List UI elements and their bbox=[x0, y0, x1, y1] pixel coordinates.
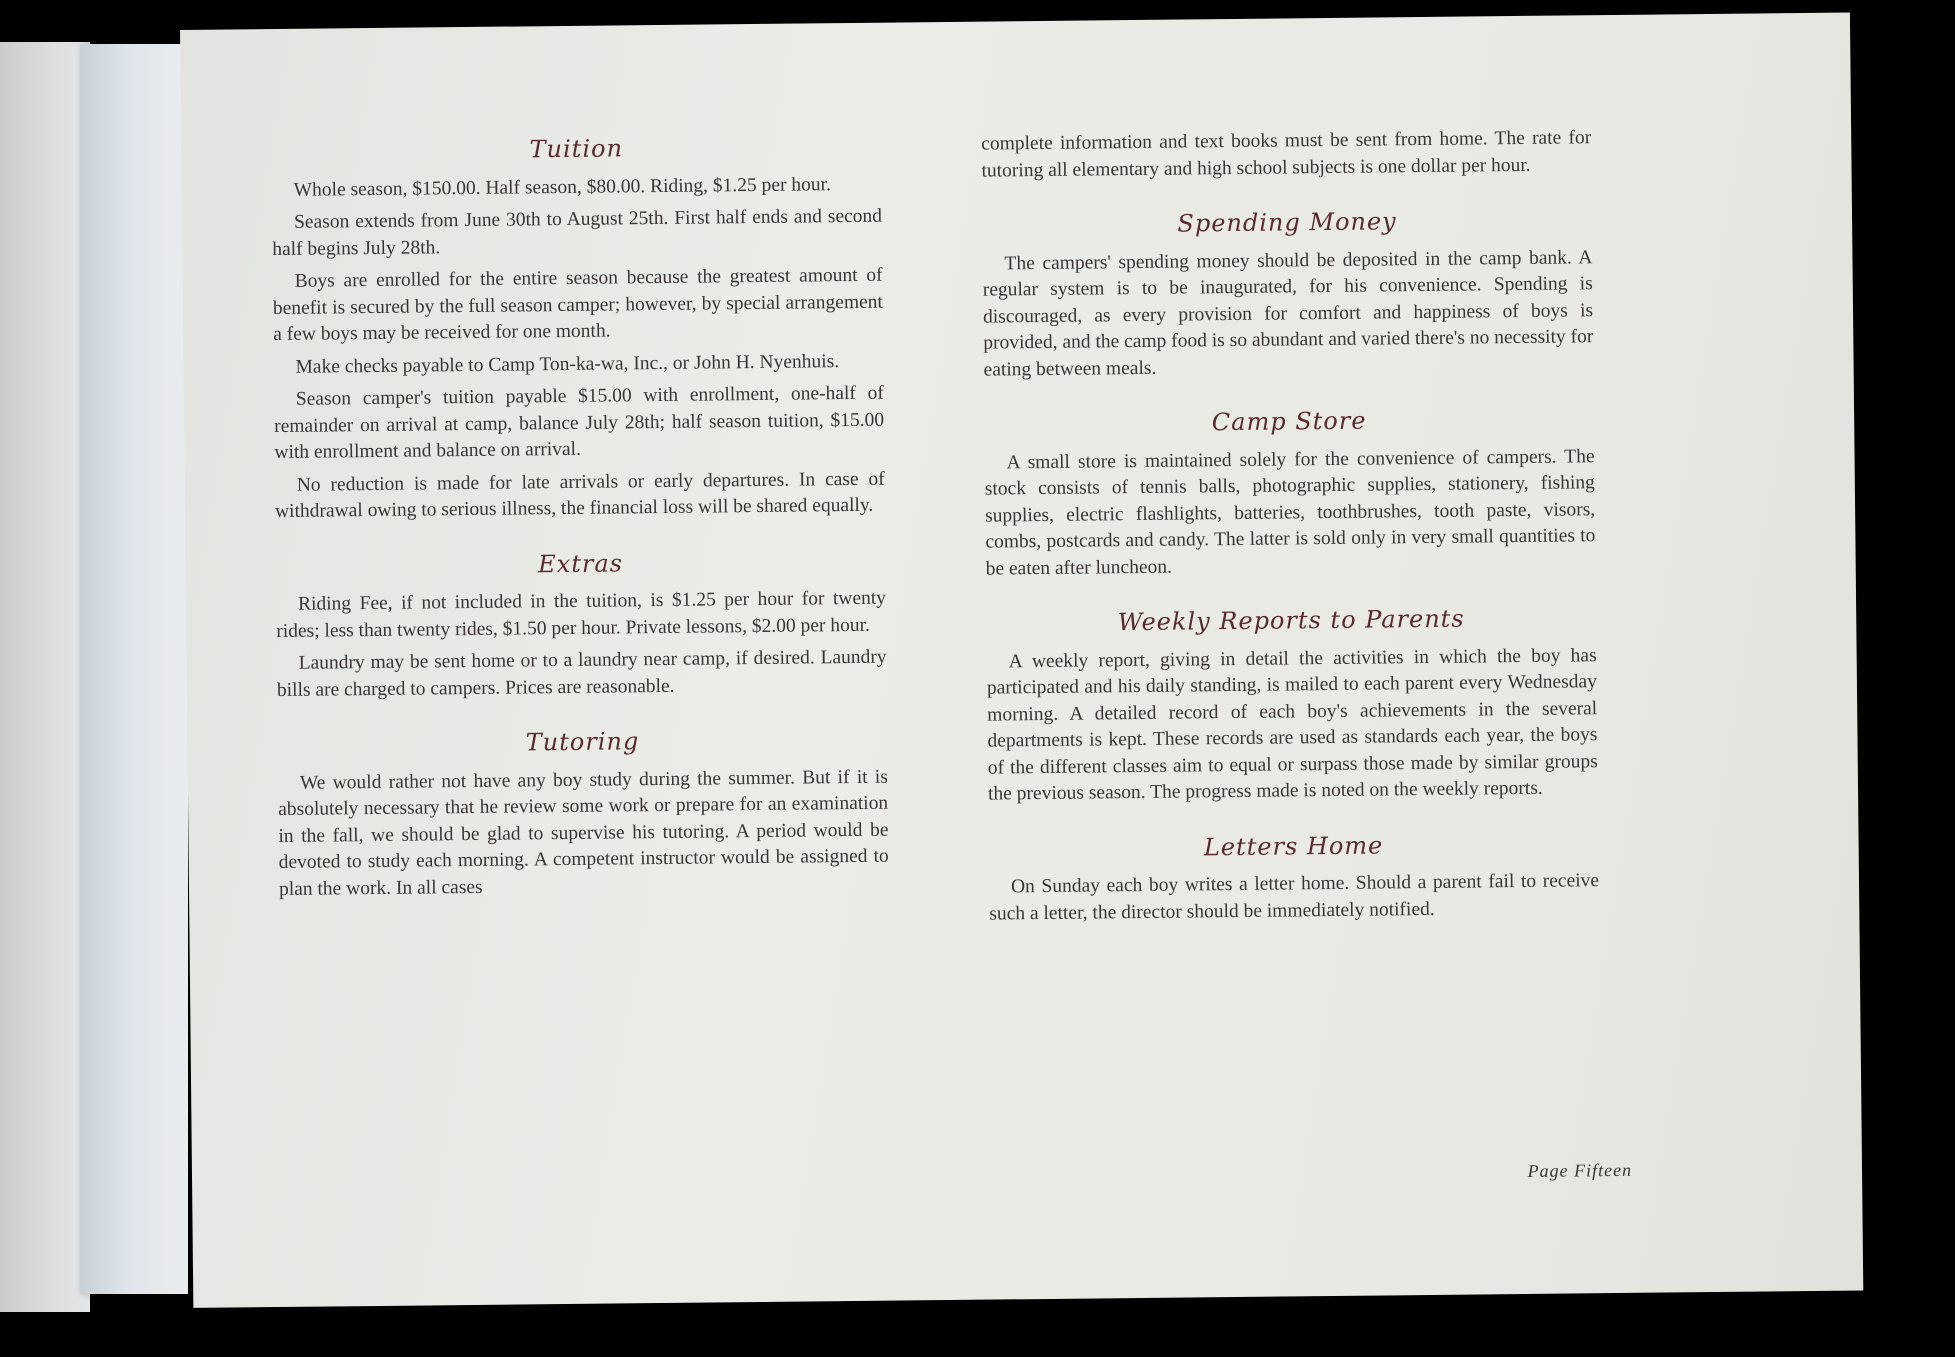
page-number: Page Fifteen bbox=[1527, 1159, 1633, 1181]
paragraph: Season camper's tuition payable $15.00 with enrollment, one-half of remainder on arrival at camp, balance July 28th; half season tuition, $15.00 with enrollment and balance on arrival. bbox=[274, 382, 885, 464]
paragraph: The campers' spending money should be deposited in the camp bank. A regular system is to be inaugurated, for his convenience. Spending is discouraged, as every provision for comfort and happiness of boys is provided, and the camp food is so abundant and varied there's no necessity for eating between meals. bbox=[982, 246, 1594, 381]
paragraph: We would rather not have any boy study during the summer. But if it is absolutely necessary that he review some work or prepare for an examination in the fall, we should be glad to supervise his tutoring. A period would be devoted to study each morning. A competent instructor would be assigned to plan the work. In all cases bbox=[278, 766, 889, 900]
paragraph: Make checks payable to Camp Ton-ka-wa, Inc., or John H. Nyenhuis. bbox=[295, 350, 840, 378]
paragraph: Boys are enrolled for the entire season because the greatest amount of benefit is secured by the full season camper; however, by special arrangement a few boys may be received for one month. bbox=[272, 264, 883, 346]
paragraph: Season extends from June 30th to August 25th. First half ends and second half begins July 28th. bbox=[272, 205, 883, 260]
section-weekly-reports bbox=[986, 604, 1598, 808]
section-tuition bbox=[271, 133, 885, 526]
paragraph: Whole season, $150.00. Half season, $80.00. Riding, $1.25 per hour. bbox=[293, 173, 832, 201]
left-column bbox=[271, 133, 889, 931]
paragraph: No reduction is made for late arrivals or early departures. In case of withdrawal owing to serious illness, the financial loss will be shared equally. bbox=[274, 468, 885, 523]
heading-extras: Extras bbox=[538, 548, 624, 578]
section-spending-money bbox=[982, 206, 1594, 383]
paragraph: A weekly report, giving in detail the activities in which the boy has participated and his daily standing, is mailed to each parent every Wednesday morning. A detailed record of each boy's achievements in the several departments is kept. These records are used as standards each year, the boys of the different classes aim to equal or surpass those made by similar groups the previous season. The progress made is noted on the weekly reports. bbox=[986, 644, 1598, 805]
paragraph: Riding Fee, if not included in the tuition, is $1.25 per hour for twenty rides; less than twenty rides, $1.50 per hour. Private lessons, $2.00 per hour. bbox=[276, 587, 887, 642]
paragraph: complete information and text books must be sent from home. The rate for tutoring all elementary and high school subjects is one dollar per hour. bbox=[981, 127, 1592, 182]
paragraph: A small store is maintained solely for the convenience of campers. The stock consists of tennis balls, photographic supplies, stationery, fishing supplies, electric flashlights, batteries, toothbrushes, tooth paste, visors, combs, postcards and candy. The latter is sold only in very small quantities to be eaten after luncheon. bbox=[984, 445, 1596, 580]
fold-strip bbox=[80, 44, 188, 1294]
paragraph: Laundry may be sent home or to a laundry near camp, if desired. Laundry bills are charged to campers. Prices are reasonable. bbox=[276, 646, 887, 701]
heading-spending-money: Spending Money bbox=[1177, 207, 1397, 238]
heading-tuition: Tuition bbox=[529, 134, 624, 164]
section-camp-store bbox=[984, 405, 1596, 582]
section-extras bbox=[275, 547, 887, 704]
heading-letters-home: Letters Home bbox=[1203, 830, 1384, 861]
section-letters-home bbox=[988, 830, 1599, 928]
brochure-page bbox=[180, 13, 1863, 1308]
previous-page-edge bbox=[0, 42, 90, 1312]
paragraph: On Sunday each boy writes a letter home. Should a parent fail to receive such a letter, the director should be immediately notified. bbox=[989, 870, 1600, 925]
heading-camp-store: Camp Store bbox=[1211, 406, 1367, 437]
heading-tutoring: Tutoring bbox=[525, 727, 640, 757]
section-tutoring bbox=[277, 726, 889, 903]
right-column bbox=[981, 125, 1600, 955]
heading-weekly-reports: Weekly Reports to Parents bbox=[1117, 604, 1465, 637]
section-tutoring-continued bbox=[981, 125, 1592, 184]
